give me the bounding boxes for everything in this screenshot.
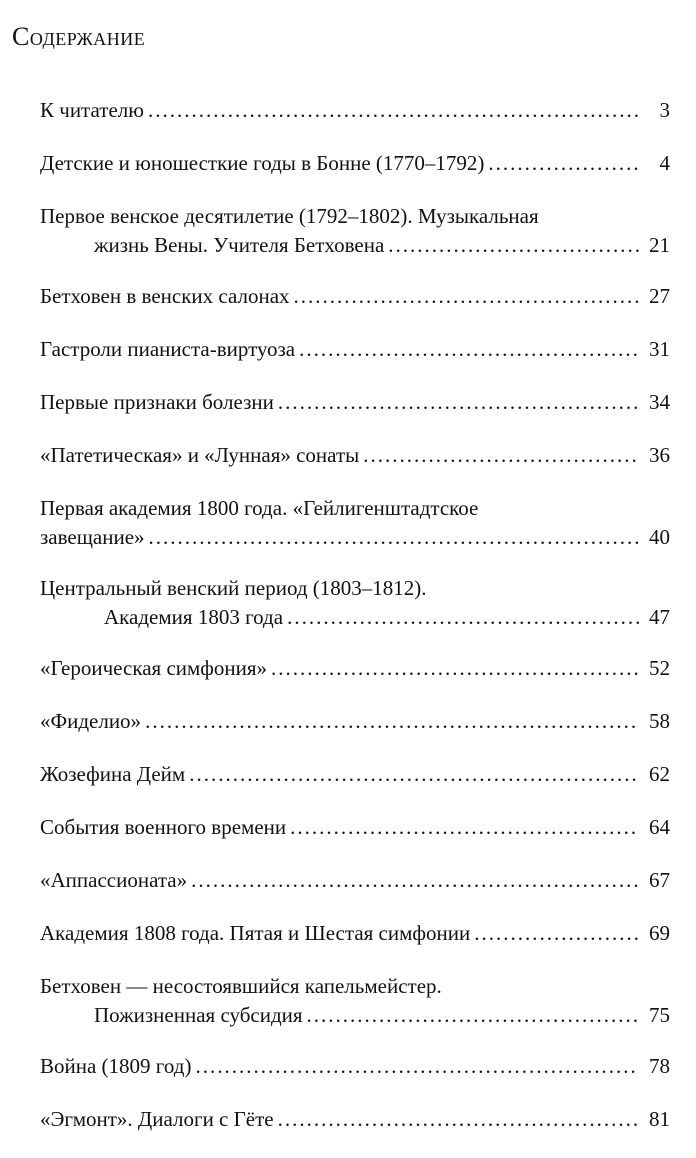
- toc-entry: [40, 202, 670, 260]
- toc-entry: [40, 282, 670, 311]
- toc-heading: Содержание: [12, 22, 146, 51]
- toc-entry: [40, 813, 670, 842]
- toc-entry-title: Академия 1808 года. Пятая и Шестая симфонии: [40, 921, 471, 945]
- toc-entry: [40, 574, 670, 632]
- toc-entry: [40, 866, 670, 895]
- leader-dots: [278, 388, 639, 417]
- leader-dots: [149, 523, 639, 552]
- toc-entry-page: 69: [649, 921, 670, 945]
- toc-entry: [40, 388, 670, 417]
- toc-entry-title: Жозефина Дейм: [40, 762, 186, 786]
- toc-entry: [40, 335, 670, 364]
- toc-entry: [40, 96, 670, 125]
- leader-dots: [191, 866, 639, 895]
- toc-entry: [40, 972, 670, 1030]
- toc-entry-page: 75: [649, 1003, 670, 1027]
- toc-entry-title-cont: Академия 1803 года: [104, 605, 284, 629]
- leader-dots: [148, 96, 642, 125]
- toc-entry-page: 81: [649, 1107, 670, 1131]
- leader-dots: [488, 149, 642, 178]
- toc-entry-page: 4: [659, 151, 670, 175]
- toc-entry-title: Первая академия 1800 года. «Гейлигенштадтское: [40, 496, 479, 520]
- leader-dots: [195, 1052, 639, 1081]
- toc-entry-page: 58: [649, 709, 670, 733]
- toc-entry: [40, 919, 670, 948]
- leader-dots: [290, 813, 639, 842]
- toc-entry-title: К читателю: [40, 98, 144, 122]
- leader-dots: [271, 654, 639, 683]
- toc-entry-title: Бетховен — несостоявшийся капельмейстер.: [40, 974, 442, 998]
- leader-dots: [278, 1105, 639, 1134]
- toc-entry: [40, 654, 670, 683]
- toc-entry-title: События военного времени: [40, 815, 287, 839]
- toc-entry-page: 21: [649, 233, 670, 257]
- leader-dots: [287, 603, 639, 632]
- toc-entry-page: 40: [649, 525, 670, 549]
- toc-entry: [40, 441, 670, 470]
- toc-entry-title: Бетховен в венских салонах: [40, 284, 290, 308]
- toc-entry-page: 31: [649, 337, 670, 361]
- toc-entry: [40, 149, 670, 178]
- toc-entry-page: 64: [649, 815, 670, 839]
- leader-dots: [363, 441, 639, 470]
- toc-entry-page: 27: [649, 284, 670, 308]
- toc-entry-page: 52: [649, 656, 670, 680]
- leader-dots: [189, 760, 639, 789]
- toc-entry-title: Гастроли пианиста-виртуоза: [40, 337, 296, 361]
- toc-entry-title: «Патетическая» и «Лунная» сонаты: [40, 443, 360, 467]
- toc-entry-title: Первое венское десятилетие (1792–1802). Музыкальная: [40, 204, 539, 228]
- leader-dots: [294, 282, 639, 311]
- toc-entry-page: 34: [649, 390, 670, 414]
- toc-entry: [40, 494, 670, 552]
- toc-entry-title: «Аппассионата»: [40, 868, 188, 892]
- toc-list: [40, 96, 670, 1158]
- toc-entry-title-cont: завещание»: [40, 525, 145, 549]
- toc-entry: [40, 1105, 670, 1134]
- toc-entry-title: Детские и юношесткие годы в Бонне (1770–1792): [40, 151, 485, 175]
- toc-entry: [40, 1052, 670, 1081]
- toc-entry-page: 3: [659, 98, 670, 122]
- toc-entry-title: «Героическая симфония»: [40, 656, 268, 680]
- toc-entry-title: Война (1809 год): [40, 1054, 192, 1078]
- toc-entry-title-cont: Пожизненная субсидия: [94, 1003, 303, 1027]
- toc-entry-title: «Фиделио»: [40, 709, 142, 733]
- leader-dots: [145, 707, 639, 736]
- toc-entry-page: 62: [649, 762, 670, 786]
- toc-entry-title: Первые признаки болезни: [40, 390, 274, 414]
- toc-entry-page: 67: [649, 868, 670, 892]
- toc-entry-title: Центральный венский период (1803–1812).: [40, 576, 427, 600]
- toc-entry-title: «Эгмонт». Диалоги с Гёте: [40, 1107, 274, 1131]
- leader-dots: [299, 335, 639, 364]
- toc-entry: [40, 760, 670, 789]
- toc-entry-page: 36: [649, 443, 670, 467]
- leader-dots: [307, 1001, 639, 1030]
- toc-entry-title-cont: жизнь Вены. Учителя Бетховена: [94, 233, 385, 257]
- toc-entry: [40, 707, 670, 736]
- leader-dots: [388, 231, 639, 260]
- toc-entry-page: 78: [649, 1054, 670, 1078]
- leader-dots: [474, 919, 639, 948]
- toc-entry-page: 47: [649, 605, 670, 629]
